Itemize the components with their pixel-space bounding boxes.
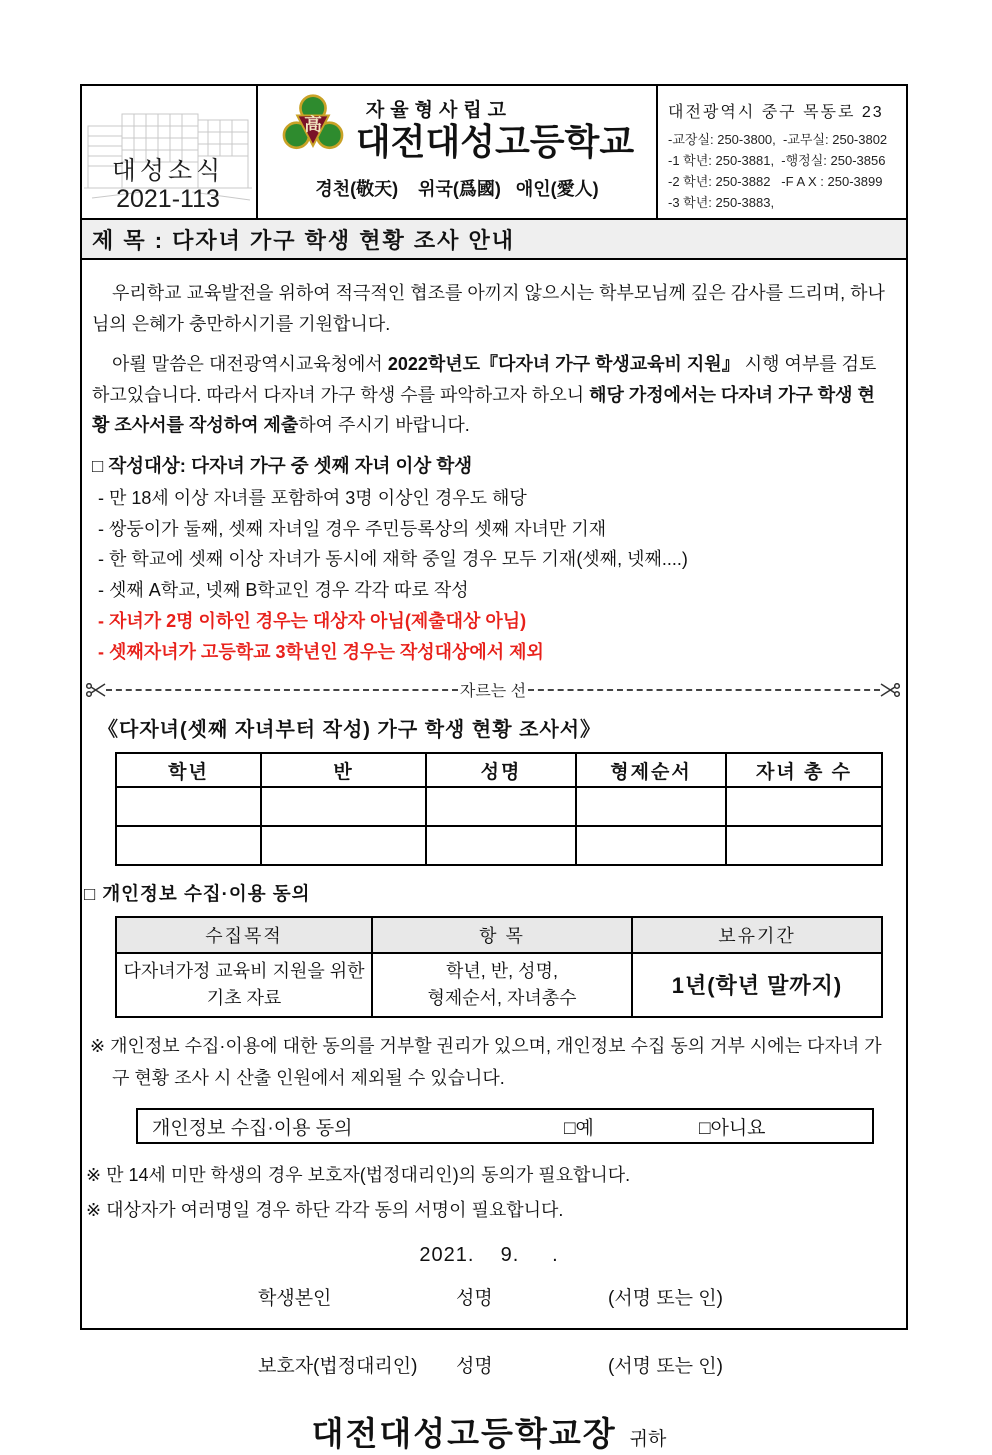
consent-row <box>136 1108 874 1144</box>
checklist-item-warning: - 셋째자녀가 고등학교 3학년인 경우는 작성대상에서 제외 <box>98 642 544 663</box>
signature-row <box>258 1351 888 1378</box>
addressee-suffix: 귀하 <box>629 1429 667 1451</box>
survey-table <box>115 752 883 866</box>
checklist-item: - 쌍둥이가 둘째, 셋째 자녀일 경우 주민등록상의 셋째 자녀만 기재 <box>98 518 607 539</box>
footnote: ※ 대상자가 여러명일 경우 하단 각각 동의 서명이 필요합니다. <box>86 1200 564 1221</box>
newsletter-issue: 2021-113 <box>116 185 220 213</box>
privacy-items-cell: 학년, 반, 성명, 형제순서, 자녀총수 <box>372 953 632 1017</box>
survey-input-cell[interactable] <box>116 826 261 865</box>
contact-line: -교장실: 250-3800, -교무실: 250-3802 <box>668 132 888 147</box>
privacy-period-cell: 1년(학년 말까지) <box>632 953 882 1017</box>
addressee-name: 대전대성고등학교장 <box>311 1415 617 1453</box>
privacy-column-header: 수집목적 <box>116 917 372 953</box>
signature-name-label: 성명 <box>456 1356 493 1378</box>
document-page <box>80 84 908 1453</box>
contact-line: -2 학년: 250-3882 -F A X : 250-3899 <box>668 174 883 190</box>
school-type-label: 자율형사립고 <box>365 100 513 121</box>
paragraph-segment: 아뢸 말씀은 대전광역시교육청에서 <box>112 354 388 375</box>
cut-dash-left <box>106 689 458 691</box>
survey-column-header: 자녀 총 수 <box>726 753 882 787</box>
survey-column-header: 형제순서 <box>576 753 726 787</box>
contact-lines <box>668 129 900 213</box>
target-heading: □ 작성대상: 다자녀 가구 중 셋째 자녀 이상 학생 <box>92 454 473 476</box>
school-motto: 경천(敬天) 위국(爲國) 애인(愛人) <box>315 178 599 199</box>
signature-role: 보호자(법정대리인) <box>258 1356 418 1378</box>
target-checklist <box>90 483 888 669</box>
document-body <box>82 260 906 1455</box>
signature-row <box>258 1283 888 1310</box>
survey-input-cell[interactable] <box>576 826 726 865</box>
paragraph-segment: 시행 여부를 검토하고있습니다. 따라서 다자녀 가구 학생 수를 파악하고자 하오니 <box>92 354 877 405</box>
survey-input-cell[interactable] <box>426 826 576 865</box>
newsletter-box <box>82 86 258 218</box>
checklist-item: - 한 학교에 셋째 이상 자녀가 동시에 재학 중일 경우 모두 기재(셋째, 넷째....) <box>98 549 688 570</box>
survey-column-header: 반 <box>261 753 426 787</box>
cut-dash-right <box>528 689 880 691</box>
checklist-item-warning: - 자녀가 2명 이하인 경우는 대상자 아님(제출대상 아님) <box>98 611 527 632</box>
privacy-table-row <box>116 953 882 1017</box>
notice-paragraph <box>92 349 888 441</box>
signature-section <box>258 1283 888 1378</box>
subject-text: 제 목 : 다자녀 가구 학생 현황 조사 안내 <box>92 227 516 253</box>
survey-input-cell[interactable] <box>726 826 882 865</box>
school-address: 대전광역시 중구 목동로 23 <box>668 104 884 121</box>
survey-input-cell[interactable] <box>726 787 882 826</box>
survey-input-cell[interactable] <box>261 787 426 826</box>
scissors-icon <box>880 683 900 697</box>
survey-heading: 《다자녀(셋째 자녀부터 작성) 가구 학생 현황 조사서》 <box>98 719 602 742</box>
survey-input-cell[interactable] <box>426 787 576 826</box>
school-identity <box>258 86 656 218</box>
survey-input-cell[interactable] <box>576 787 726 826</box>
survey-input-cell[interactable] <box>261 826 426 865</box>
privacy-purpose-cell: 다자녀가정 교육비 지원을 위한 기초 자료 <box>116 953 372 1017</box>
privacy-column-header: 항 목 <box>372 917 632 953</box>
school-name: 대전대성고등학교 <box>355 121 635 162</box>
privacy-column-header: 보유기간 <box>632 917 882 953</box>
privacy-heading: □ 개인정보 수집·이용 동의 <box>84 883 311 905</box>
scissors-icon <box>86 683 106 697</box>
paragraph-segment: 하여 주시기 바랍니다. <box>298 415 470 436</box>
logo-character: 高 <box>303 114 322 135</box>
survey-table-row <box>116 787 882 826</box>
addressee <box>90 1408 888 1455</box>
greeting-paragraph: 우리학교 교육발전을 위하여 적극적인 협조를 아끼지 않으시는 학부모님께 깊은 감사를 드리며, 하나님의 은혜가 충만하시기를 기원합니다. <box>92 283 885 334</box>
contact-line: -1 학년: 250-3881, -행정실: 250-3856 <box>668 153 886 169</box>
survey-column-header: 성명 <box>426 753 576 787</box>
date-line: 2021. 9. . <box>419 1244 559 1267</box>
signature-seal-label: (서명 또는 인) <box>608 1356 723 1378</box>
cut-line <box>86 678 900 701</box>
signature-role: 학생본인 <box>258 1288 332 1310</box>
privacy-table <box>115 916 883 1018</box>
paragraph-segment: 2022학년도『다자녀 가구 학생교육비 지원』 <box>387 354 740 375</box>
survey-input-cell[interactable] <box>116 787 261 826</box>
signature-seal-label: (서명 또는 인) <box>608 1288 723 1310</box>
school-logo-icon <box>280 93 346 159</box>
survey-column-header: 학년 <box>116 753 261 787</box>
subject-bar <box>82 220 906 260</box>
checklist-item: - 만 18세 이상 자녀를 포함하여 3명 이상인 경우도 해당 <box>98 487 527 508</box>
header <box>82 86 906 220</box>
consent-label: 개인정보 수집·이용 동의 <box>152 1117 353 1139</box>
footnotes <box>86 1158 888 1228</box>
footnote: ※ 만 14세 미만 학생의 경우 보호자(법정대리인)의 동의가 필요합니다. <box>86 1165 631 1186</box>
newsletter-name: 대성소식 <box>111 157 225 185</box>
survey-table-row <box>116 826 882 865</box>
signature-name-label: 성명 <box>456 1288 493 1310</box>
privacy-refusal-note: ※ 개인정보 수집·이용에 대한 동의를 거부할 권리가 있으며, 개인정보 수집 동의 거부 시에는 다자녀 가구 현황 조사 시 산출 인원에서 제외될 수 있습니다. <box>90 1036 882 1088</box>
checklist-item: - 셋째 A학교, 넷째 B학교인 경우 각각 따로 작성 <box>98 580 469 601</box>
contact-line: -3 학년: 250-3883, <box>668 195 775 211</box>
consent-no-checkbox[interactable]: □아니요 <box>699 1117 766 1139</box>
paragraph-segment: 해당 가정에서는 다자녀 가구 학생 현황 조사서를 작성하여 제출 <box>92 384 875 436</box>
consent-yes-checkbox[interactable]: □예 <box>564 1117 594 1139</box>
contact-box <box>656 86 906 218</box>
cut-line-label: 자르는 선 <box>459 683 527 701</box>
